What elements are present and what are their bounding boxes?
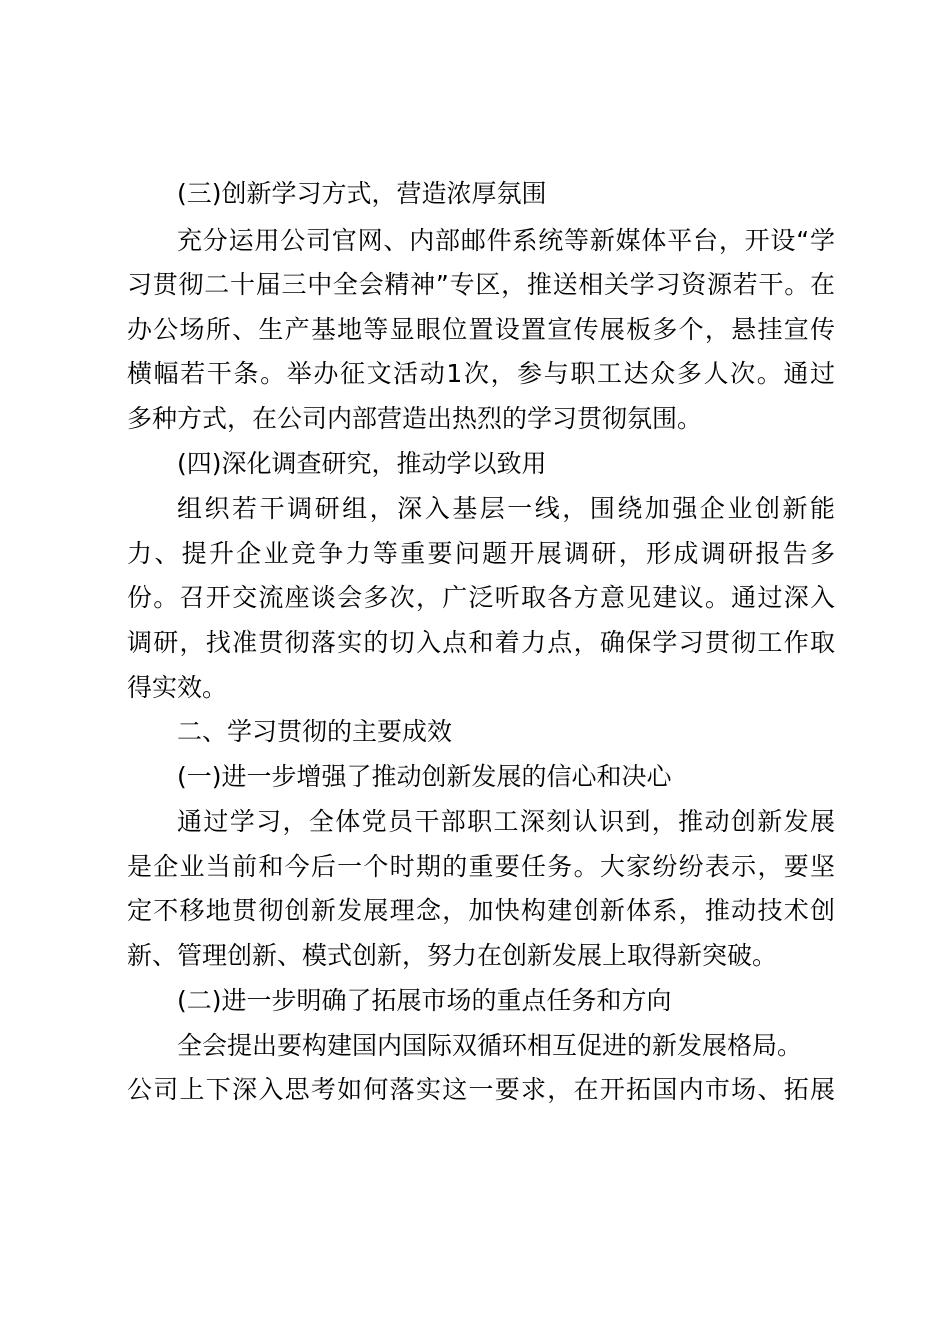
paragraph-line: 组织若干调研组，深入基层一线，围绕加强企业创新能 [177, 494, 835, 523]
paragraph-line: 得实效。 [127, 673, 228, 702]
paragraph-line: 调研，找准贯彻落实的切入点和着力点，确保学习贯彻工作取 [127, 628, 835, 657]
paragraph-line: 办公场所、生产基地等显眼位置设置宣传展板多个，悬挂宣传 [127, 315, 835, 344]
paragraph-line: 定不移地贯彻创新发展理念，加快构建创新体系，推动技术创 [127, 896, 835, 925]
paragraph-line: 份。召开交流座谈会多次，广泛听取各方意见建议。通过深入 [127, 583, 835, 612]
paragraph-line: 全会提出要构建国内国际双循环相互促进的新发展格局。 [177, 1031, 803, 1060]
paragraph-line: 多种方式，在公司内部营造出热烈的学习贯彻氛围。 [127, 404, 703, 433]
heading-1-innovation-confidence: (一)进一步增强了推动创新发展的信心和决心 [177, 762, 672, 791]
paragraph-line: 习贯彻二十届三中全会精神”专区，推送相关学习资源若干。在 [127, 270, 835, 299]
paragraph-line: 新、管理创新、模式创新，努力在创新发展上取得新突破。 [127, 941, 778, 970]
paragraph-line: 公司上下深入思考如何落实这一要求，在开拓国内市场、拓展 [127, 1075, 835, 1104]
paragraph-line: 力、提升企业竞争力等重要问题开展调研，形成调研报告多 [127, 539, 835, 568]
heading-2-market-expansion: (二)进一步明确了拓展市场的重点任务和方向 [177, 986, 672, 1015]
paragraph-line: 是企业当前和今后一个时期的重要任务。大家纷纷表示，要坚 [127, 852, 835, 881]
paragraph-line: 横幅若干条。举办征文活动1次，参与职工达众多人次。通过 [127, 359, 835, 388]
paragraph-line: 充分运用公司官网、内部邮件系统等新媒体平台，开设“学 [177, 226, 835, 255]
paragraph-line: 通过学习，全体党员干部职工深刻认识到，推动创新发展 [177, 807, 835, 836]
heading-4-deepen-research: (四)深化调查研究，推动学以致用 [177, 449, 547, 478]
heading-3-innovate-learning: (三)创新学习方式，营造浓厚氛围 [177, 179, 547, 208]
section-heading-main-results: 二、学习贯彻的主要成效 [177, 717, 453, 746]
